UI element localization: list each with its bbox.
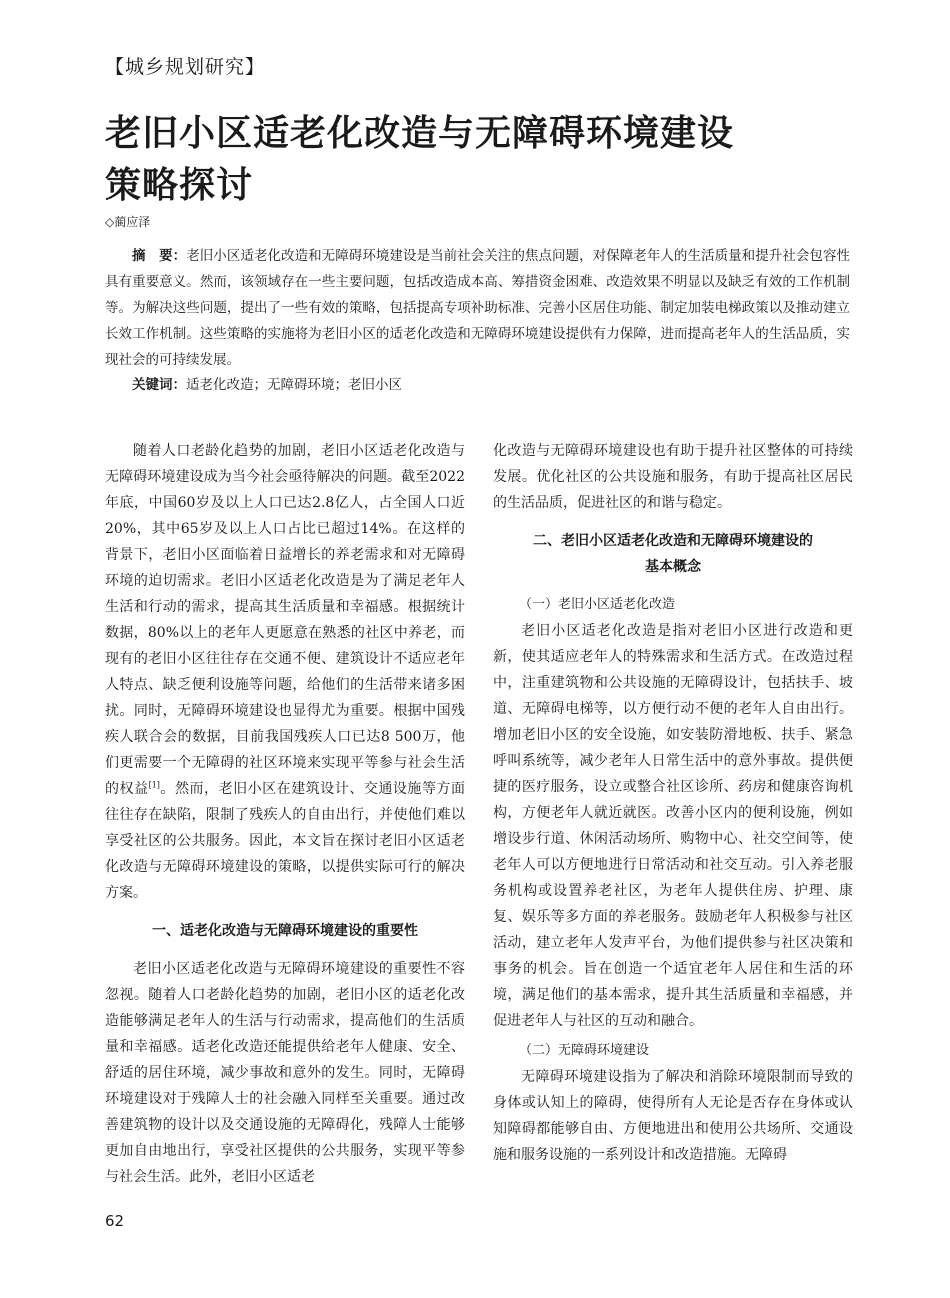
intro-paragraph (105, 438, 465, 906)
section-2-heading (493, 528, 853, 580)
subsection-2-heading: （二）无障碍环境建设 (519, 1043, 650, 1058)
section-1-paragraph: 老旧小区适老化改造与无障碍环境建设的重要性不容忽视。随着人口老龄化趋势的加剧，老旧小区的适老化改造能够满足老年人的生活与行动需求，提高他们的生活质量和幸福感。适老化改造还能提供给老年人健康、安全、舒适的居住环境，减少事故和意外的发生。同时，无障碍环境建设对于残障人士的社会融入同样至关重要。通过改善建筑物的设计以及交通设施的无障碍化，残障人士能够更加自由地出行，享受社区提供的公共服务，实现平等参与社会生活。此外，老旧小区适老 (105, 961, 465, 1185)
section-tag: 【城乡规划研究】 (105, 56, 266, 78)
abstract-label: 摘 要： (132, 248, 187, 264)
continuation-paragraph: 化改造与无障碍环境建设也有助于提升社区整体的可持续发展。优化社区的公共设施和服务，有助于提高社区居民的生活品质，促进社区的和谐与稳定。 (493, 443, 853, 511)
section-1-heading: 一、适老化改造与无障碍环境建设的重要性 (152, 923, 418, 939)
intro-text-part1: 随着人口老龄化趋势的加剧，老旧小区适老化改造与无障碍环境建设成为当今社会亟待解决的问题。截至2022年底，中国60岁及以上人口已达2.8亿人，占全国人口近20%，其中65岁及以上人口占比已超过14%。在这样的背景下，老旧小区面临着日益增长的养老需求和对无障碍环境的迫切需求。老旧小区适老化改造是为了满足老年人生活和行动的需求，提高其生活质量和幸福感。根据统计数据，80%以上的老年人更愿意在熟悉的社区中养老，而现有的老旧小区往往存在交通不便、建筑设计不适应老年人特点、缺乏便利设施等问题，给他们的生活带来诸多困扰。同时，无障碍环境建设也显得尤为重要。根据中国残疾人联合会的数据，目前我国残疾人口已达8 500万，他们更需要一个无障碍的社区环境来实现平等参与社会生活的权益 (105, 443, 465, 797)
left-column (105, 438, 465, 1190)
subsection-1-paragraph: 老旧小区适老化改造是指对老旧小区进行改造和更新，使其适应老年人的特殊需求和生活方式。在改造过程中，注重建筑物和公共设施的无障碍设计，包括扶手、坡道、无障碍电梯等，以方便行动不便的老年人自由出行。增加老旧小区的安全设施，如安装防滑地板、扶手、紧急呼叫系统等，减少老年人日常生活中的意外事故。提供便捷的医疗服务，设立或整合社区诊所、药房和健康咨询机构，方便老年人就近就医。改善小区内的便利设施，例如增设步行道、休闲活动场所、购物中心、社交空间等，使老年人可以方便地进行日常活动和社交互动。引入养老服务机构或设置养老社区，为老年人提供住房、护理、康复、娱乐等多方面的养老服务。鼓励老年人积极参与社区活动，建立老年人发声平台，为他们提供参与社区决策和事务的机会。旨在创造一个适宜老年人居住和生活的环境，满足他们的基本需求，提升其生活质量和幸福感，并促进老年人与社区的互动和融合。 (493, 623, 853, 1029)
intro-text-part2: 。然而，老旧小区在建筑设计、交通设施等方面往往存在缺陷，限制了残疾人的自由出行，并使他们难以享受社区的公共服务。因此，本文旨在探讨老旧小区适老化改造与无障碍环境建设的策略，以提供实际可行的解决方案。 (105, 781, 466, 901)
abstract (105, 243, 850, 373)
section-2-heading-line-1: 二、老旧小区适老化改造和无障碍环境建设的 (533, 533, 813, 549)
subsection-2-paragraph: 无障碍环境建设指为了解决和消除环境限制而导致的身体或认知上的障碍，使得所有人无论是否存在身体或认知障碍都能够自由、方便地进出和使用公共场所、交通设施和服务设施的一系列设计和改造措施。无障碍 (493, 1069, 853, 1163)
title-line-2: 策略探讨 (105, 165, 254, 206)
keywords (105, 372, 850, 398)
article-title (105, 108, 825, 212)
citation-1: [1] (148, 780, 160, 790)
abstract-text: 老旧小区适老化改造和无障碍环境建设是当前社会关注的焦点问题，对保障老年人的生活质量和提升社会包容性具有重要意义。然而，该领域存在一些主要问题，包括改造成本高、筹措资金困难、改造效果不明显以及缺乏有效的工作机制等。为解决这些问题，提出了一些有效的策略，包括提高专项补助标准、完善小区居住功能、制定加装电梯政策以及推动建立长效工作机制。这些策略的实施将为老旧小区的适老化改造和无障碍环境建设提供有力保障，进而提高老年人的生活品质，实现社会的可持续发展。 (105, 248, 851, 368)
page-number: 62 (105, 1212, 125, 1230)
title-line-1: 老旧小区适老化改造与无障碍环境建设 (105, 113, 735, 154)
keywords-text: 适老化改造；无障碍环境；老旧小区 (186, 377, 402, 393)
right-column (493, 438, 853, 1168)
subsection-1-heading: （一）老旧小区适老化改造 (519, 597, 676, 612)
author: ◇蔺应泽 (105, 215, 151, 229)
section-2-heading-line-2: 基本概念 (645, 559, 701, 575)
keywords-label: 关键词： (132, 377, 186, 393)
